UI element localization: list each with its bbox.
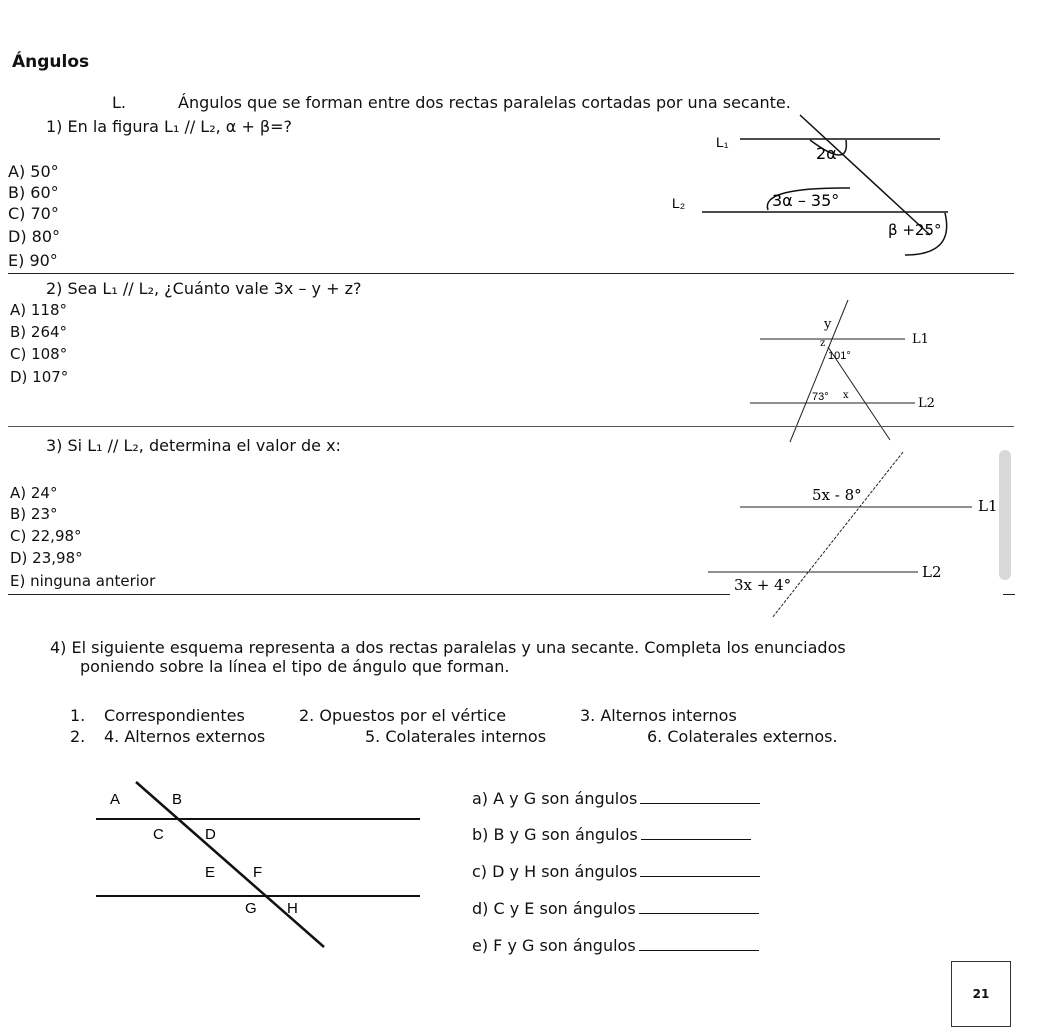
statement-text: a) A y G son ángulos — [472, 789, 638, 808]
answer-blank[interactable] — [639, 901, 759, 914]
q3-option: C) 22,98° — [10, 527, 82, 545]
q4-list-item: 6. Colaterales externos. — [647, 727, 838, 746]
divider — [8, 273, 1014, 274]
q2-label-x: x — [843, 390, 849, 401]
answer-blank[interactable] — [640, 791, 760, 804]
q1-option: B) 60° — [8, 183, 59, 202]
q4-statement-c — [472, 862, 760, 881]
q2-option: A) 118° — [10, 301, 68, 319]
statement-text: d) C y E son ángulos — [472, 899, 636, 918]
q4-figure — [90, 780, 430, 955]
answer-blank[interactable] — [640, 864, 760, 877]
q4-list-item: 4. Alternos externos — [104, 727, 266, 746]
q2-option: C) 108° — [10, 345, 68, 363]
statement-text: b) B y G son ángulos — [472, 825, 638, 844]
page-title: Ángulos — [12, 52, 90, 72]
q4-line-2: poniendo sobre la línea el tipo de ángulo que forman. — [80, 657, 510, 676]
q4-label-e: E — [205, 864, 216, 881]
q3-question: 3) Si L₁ // L₂, determina el valor de x: — [46, 436, 341, 455]
q4-label-f: F — [253, 864, 263, 881]
q3-figure — [700, 450, 1000, 620]
q4-label-g: G — [245, 900, 257, 917]
q2-label-y: y — [824, 317, 832, 332]
q4-list-item: 5. Colaterales internos — [365, 727, 547, 746]
q3-option: B) 23° — [10, 505, 58, 523]
q4-list-item: 3. Alternos internos — [580, 706, 737, 725]
q3-label-bottom: 3x + 4° — [734, 576, 792, 594]
q1-angle-b: β +25° — [888, 221, 942, 239]
section-text: Ángulos que se forman entre dos rectas paralelas cortadas por una secante. — [178, 93, 791, 112]
q4-transversal — [136, 782, 324, 947]
q1-option: A) 50° — [8, 162, 59, 181]
answer-blank[interactable] — [639, 938, 759, 951]
divider — [1003, 594, 1015, 595]
q3-label-top: 5x - 8° — [812, 486, 862, 504]
q3-transversal — [772, 452, 903, 618]
statement-text: c) D y H son ángulos — [472, 862, 638, 881]
q2-label-101: 101° — [828, 350, 851, 362]
q2-figure — [740, 295, 960, 445]
q4-label-h: H — [287, 900, 298, 917]
scrollbar[interactable] — [999, 450, 1011, 580]
statement-text: e) F y G son ángulos — [472, 936, 636, 955]
page-number: 21 — [951, 961, 1011, 1027]
q1-angle-2a: 2α — [816, 144, 837, 163]
q2-label-l2: L2 — [918, 396, 935, 411]
q4-statement-a — [472, 789, 760, 808]
q4-label-c: C — [153, 826, 164, 843]
q3-option: D) 23,98° — [10, 549, 83, 567]
q4-statement-e — [472, 936, 759, 955]
q4-label-d: D — [205, 826, 216, 843]
q4-label-a: A — [110, 791, 121, 808]
divider — [8, 426, 1014, 427]
q1-label-l1: L₁ — [716, 134, 729, 150]
q1-option: D) 80° — [8, 227, 61, 246]
answer-blank[interactable] — [641, 827, 751, 840]
q4-list-number: 1. — [70, 706, 86, 725]
q4-statement-b — [472, 825, 751, 844]
q1-option: E) 90° — [8, 251, 58, 270]
q2-transversal-1 — [790, 300, 848, 442]
q1-question: 1) En la figura L₁ // L₂, α + β=? — [46, 117, 293, 136]
section-label: L. — [112, 93, 126, 112]
q1-option: C) 70° — [8, 204, 59, 223]
q2-option: D) 107° — [10, 368, 69, 386]
q1-figure — [660, 115, 960, 260]
q2-label-z: z — [820, 338, 826, 349]
q3-label-l2: L2 — [922, 563, 942, 581]
q4-label-b: B — [172, 791, 183, 808]
q1-angle-3a: 3α – 35° — [772, 191, 840, 210]
q3-option: E) ninguna anterior — [10, 572, 156, 590]
q2-question: 2) Sea L₁ // L₂, ¿Cuánto vale 3x – y + z? — [46, 279, 362, 298]
q4-list-number: 2. — [70, 727, 86, 746]
q2-option: B) 264° — [10, 323, 68, 341]
q1-label-l2: L₂ — [672, 195, 686, 211]
q4-statement-d — [472, 899, 759, 918]
q2-label-l1: L1 — [912, 332, 929, 347]
q4-list-item: Correspondientes — [104, 706, 245, 725]
q3-option: A) 24° — [10, 484, 58, 502]
q2-label-73: 73° — [812, 391, 829, 403]
q1-transversal — [800, 115, 930, 235]
q4-line-1: 4) El siguiente esquema representa a dos rectas paralelas y una secante. Completa los enunciados — [50, 638, 846, 657]
divider — [8, 594, 730, 595]
q4-list-item: 2. Opuestos por el vértice — [299, 706, 507, 725]
q3-label-l1: L1 — [978, 497, 998, 515]
